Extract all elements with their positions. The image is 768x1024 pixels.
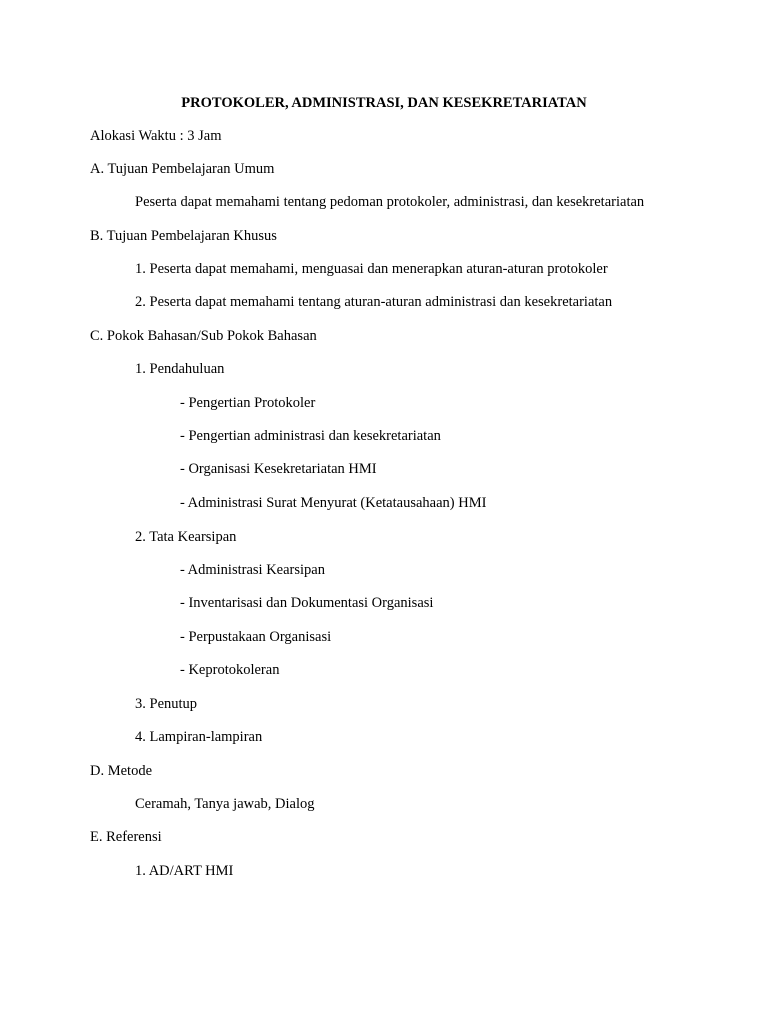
section-d-text: Ceramah, Tanya jawab, Dialog	[135, 796, 315, 812]
section-c-subitem: - Pengertian administrasi dan kesekretariatan	[180, 428, 441, 444]
section-c-subitem: - Inventarisasi dan Dokumentasi Organisasi	[180, 595, 434, 611]
section-a-heading: A. Tujuan Pembelajaran Umum	[90, 161, 275, 177]
time-allocation: Alokasi Waktu : 3 Jam	[90, 128, 222, 144]
section-d-heading: D. Metode	[90, 763, 153, 779]
section-c-item: 3. Penutup	[135, 696, 198, 712]
section-c-item: 2. Tata Kearsipan	[135, 529, 237, 545]
section-c-subitem: - Administrasi Surat Menyurat (Ketatausahaan) HMI	[180, 495, 487, 511]
section-c-subitem: - Perpustakaan Organisasi	[180, 629, 332, 645]
section-c-subitem: - Administrasi Kearsipan	[180, 562, 325, 578]
section-c-heading: C. Pokok Bahasan/Sub Pokok Bahasan	[90, 328, 317, 344]
section-a-text: Peserta dapat memahami tentang pedoman protokoler, administrasi, dan kesekretariatan	[135, 194, 645, 210]
section-c-subitem: - Organisasi Kesekretariatan HMI	[180, 461, 377, 477]
document-title: PROTOKOLER, ADMINISTRASI, DAN KESEKRETARIATAN	[181, 95, 587, 111]
section-e-item: 1. AD/ART HMI	[135, 863, 234, 879]
section-b-heading: B. Tujuan Pembelajaran Khusus	[90, 228, 277, 244]
section-c-subitem: - Pengertian Protokoler	[180, 395, 316, 411]
section-b-item: 2. Peserta dapat memahami tentang aturan-aturan administrasi dan kesekretariatan	[135, 294, 613, 310]
section-e-heading: E. Referensi	[90, 829, 162, 845]
section-b-item: 1. Peserta dapat memahami, menguasai dan menerapkan aturan-aturan protokoler	[135, 261, 608, 277]
section-c-subitem: - Keprotokoleran	[180, 662, 280, 678]
section-c-item: 1. Pendahuluan	[135, 361, 225, 377]
section-c-item: 4. Lampiran-lampiran	[135, 729, 263, 745]
